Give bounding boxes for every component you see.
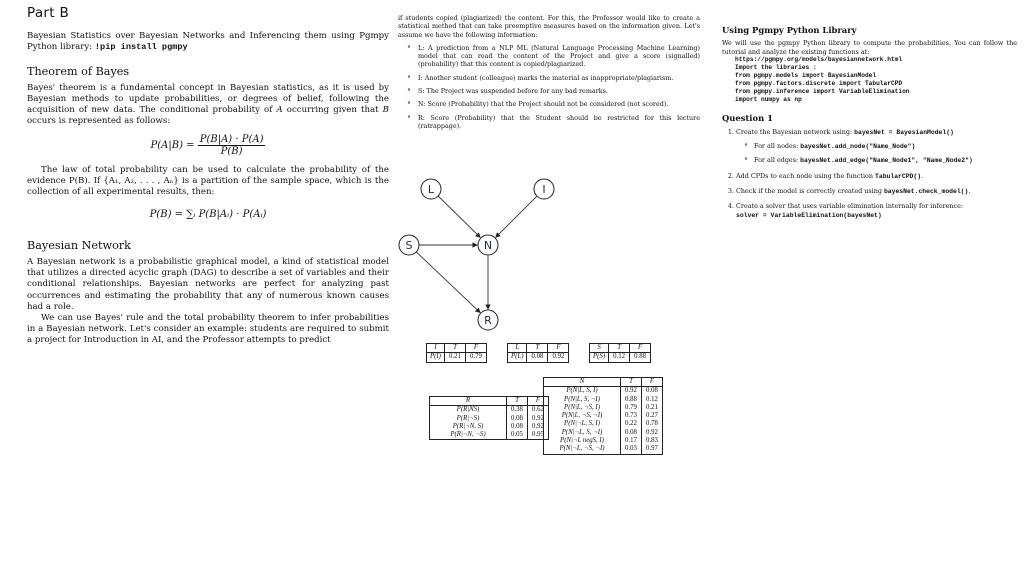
question-heading: Question 1: [722, 113, 773, 124]
step-3-code: bayesNet.check_model(): [883, 187, 969, 195]
code-line: from pgmpy.models import BayesianModel: [735, 72, 877, 80]
table-cell: 0.88: [621, 396, 642, 404]
table-cell: 0.08: [621, 429, 642, 437]
variable-list: [398, 44, 700, 130]
table-cell: 0.08: [507, 415, 528, 423]
table-cell: P(N|L, ¬S, ¬I): [544, 412, 621, 420]
table-row: [544, 396, 663, 404]
table-cell: 0.78: [642, 420, 663, 428]
total-probability-paragraph: The law of total probability can be used to calculate the probability of the evidence P(B). If {A₁, A₂, . . . , Aₙ} is a partition of the sample space, which is the collection of all experimental results, then:: [27, 165, 389, 198]
list-item-s: ∘ S: The Project was suspended before for any bad remarks.: [418, 87, 700, 95]
table-row: [430, 423, 549, 431]
theorem-paragraph: [27, 83, 389, 128]
formula-numerator: P(B|A) · P(A): [199, 133, 264, 145]
code-line: https://pgmpy.org/models/bayesiannetwork.html: [735, 55, 903, 63]
cpd-table-s: [589, 343, 651, 363]
node-label: R: [484, 314, 492, 327]
list-item-i: ∘ I: Another student (colleague) marks the material as inappropriate/plagiarism.: [418, 74, 700, 82]
table-header-cell: I: [427, 344, 445, 353]
theorem-heading: Theorem of Bayes: [27, 64, 130, 78]
intro-paragraph: [27, 31, 389, 53]
table-header-row: [430, 397, 549, 406]
table-header-row: [508, 344, 569, 353]
table-row: [544, 412, 663, 420]
table-header-cell: N: [544, 378, 621, 387]
middle-column: [398, 14, 700, 135]
table-header-cell: T: [507, 397, 528, 406]
sub-item-edges-text: For all edges:: [754, 156, 801, 165]
edge-i-n: [496, 196, 537, 237]
table-row: [544, 437, 663, 445]
table-header-cell: F: [528, 397, 549, 406]
theorem-text-a: Bayes' theorem is a fundamental concept in Bayesian statistics, as it is used by Bayesian methods to update probabilities, or degrees of belief, following the acquisition of new data. The conditional probability of: [27, 82, 389, 116]
step-1-text: Create the Bayesian network using:: [736, 127, 855, 136]
table-cell: P(N|¬L, ¬S, ¬I): [544, 445, 621, 454]
table-cell: 0.92: [528, 415, 549, 423]
table-cell: 0.27: [642, 412, 663, 420]
table-row: [544, 420, 663, 428]
table-header-cell: T: [621, 378, 642, 387]
table-cell: P(N|¬L negS, I): [544, 437, 621, 445]
code-line: from pgmpy.inference import VariableElimination: [735, 88, 910, 96]
table-cell: 0.17: [621, 437, 642, 445]
table-row: [544, 445, 663, 454]
install-command: !pip install pgmpy: [94, 42, 188, 53]
list-item-n: ∘ N: Score (Probability) that the Project should not be considered (not scored).: [418, 100, 700, 108]
var-a: A: [276, 105, 283, 116]
table-cell: P(N|¬L, S, I): [544, 420, 621, 428]
table-cell: P(N|L, ¬S, I): [544, 404, 621, 412]
table-cell: 0.12: [642, 396, 663, 404]
node-l: [421, 179, 441, 199]
sub-item-edges: [754, 156, 1017, 165]
table-cell: P(R|NS): [430, 406, 507, 415]
node-label: I: [542, 183, 546, 196]
table-cell: 0.03: [621, 445, 642, 454]
node-s: [399, 235, 419, 255]
table-cell: 0.08: [507, 423, 528, 431]
table-row: [544, 387, 663, 396]
code-line: from pgmpy.factors.discrete import TabularCPD: [735, 80, 903, 88]
step-2-text: Add CPDs to each node using the function: [736, 171, 876, 180]
table-row: [590, 353, 651, 362]
table-cell: P(S): [590, 353, 609, 362]
table-cell: 0.79: [621, 404, 642, 412]
right-column: [722, 26, 1017, 226]
add-node-code: bayesNet.add_node("Name_Node"): [800, 143, 916, 151]
table-header-cell: R: [430, 397, 507, 406]
table-header-cell: F: [630, 344, 651, 353]
pgmpy-heading: Using Pgmpy Python Library: [722, 25, 857, 35]
code-block: [735, 56, 1017, 105]
step-3-text: Check if the model is correctly created using: [736, 186, 884, 195]
table-header-row: [590, 344, 651, 353]
bayes-formula: [27, 134, 389, 157]
table-row: [508, 353, 569, 362]
sub-item-nodes: [754, 142, 1017, 151]
table-header-cell: T: [609, 344, 630, 353]
table-cell: 0.08: [642, 387, 663, 396]
node-label: L: [427, 183, 435, 196]
table-cell: 0.79: [465, 353, 486, 362]
table-cell: 0.88: [630, 353, 651, 362]
step-1: [736, 128, 1017, 166]
node-label: N: [483, 239, 493, 252]
total-probability-formula: P(B) = ∑ᵢ P(B|Aᵢ) · P(Aᵢ): [149, 208, 267, 220]
table-header-cell: F: [465, 344, 486, 353]
code-line: import numpy as np: [735, 96, 802, 104]
table-cell: 0.21: [444, 353, 465, 362]
bayesian-network-graph: [390, 175, 570, 345]
table-cell: 0.05: [507, 431, 528, 440]
table-cell: 0.21: [642, 404, 663, 412]
table-header-cell: S: [590, 344, 609, 353]
table-cell: P(N|L, S, ¬I): [544, 396, 621, 404]
table-header-cell: F: [548, 344, 569, 353]
step-2: [736, 172, 1017, 181]
step-3: [736, 187, 1017, 196]
step-2-code: TabularCPD(): [875, 172, 922, 180]
network-heading: Bayesian Network: [27, 238, 131, 252]
table-row: [430, 406, 549, 415]
table-cell: P(R|¬S): [430, 415, 507, 423]
edge-l-n: [438, 196, 480, 237]
table-cell: 0.95: [528, 431, 549, 440]
question-steps: [722, 128, 1017, 220]
table-cell: P(N|¬L, S, ¬I): [544, 429, 621, 437]
table-cell: 0.92: [621, 387, 642, 396]
pgmpy-intro: We will use the pgmpy Python library to compute the probabilities. You can follow the tutorial and analyze the existing functions at:: [722, 39, 1017, 56]
formula-denominator: P(B): [220, 145, 243, 157]
list-item-l: ∘ L: A prediction from a NLP ML (Natural Language Processing Machine Learning) model that can read the content of the Project and give a score (signalled) (probability) that this content is copied/plagiarized.: [418, 44, 700, 69]
network-paragraph-2: We can use Bayes' rule and the total probability theorem to infer probabilities in a Bayesian network. Let's consider an example: students are required to submit a project for Introduction in AI, and the Professor attempts to predict: [27, 313, 389, 346]
table-row: [430, 431, 549, 440]
network-paragraph-1: A Bayesian network is a probabilistic graphical model, a kind of statistical model that utilizes a directed acyclic graph (DAG) to describe a set of variables and their conditional relationships. Bayesian networks are perfect for analyzing past occurrences and estimating the probability that any of numerous known causes had a role.: [27, 257, 389, 312]
table-cell: P(I): [427, 353, 445, 362]
node-i: [534, 179, 554, 199]
table-cell: 0.38: [507, 406, 528, 415]
step-3-end: .: [968, 186, 971, 195]
table-cell: P(N|L, S, I): [544, 387, 621, 396]
step-1-code: bayesNet = BayesianModel(): [854, 128, 954, 136]
var-b: B: [382, 105, 389, 116]
table-cell: 0.08: [527, 353, 548, 362]
part-title: Part B: [27, 5, 70, 21]
formula-fraction: [198, 134, 266, 157]
table-header-row: [427, 344, 487, 353]
step-4: [736, 202, 1017, 220]
step-4-text: Create a solver that uses variable elimination internally for inference:: [736, 202, 964, 211]
list-item-r: ∘ R: Score (Probability) that the Student should be restricted for this lecture (ratrappage).: [418, 114, 700, 131]
sub-item-nodes-text: For all nodes:: [754, 142, 801, 151]
table-cell: 0.83: [642, 437, 663, 445]
theorem-text-b: occurring given that: [282, 105, 383, 116]
table-header-cell: T: [444, 344, 465, 353]
table-cell: 0.62: [528, 406, 549, 415]
table-row: [544, 404, 663, 412]
add-edge-code: bayesNet.add_edge("Name_Node1", "Name_Node2"): [800, 157, 973, 165]
edge-s-r: [416, 252, 480, 313]
table-header-row: [544, 378, 663, 387]
step-4-code: solver = VariableElimination(bayesNet): [736, 211, 882, 219]
table-cell: P(R|¬N, ¬S): [430, 431, 507, 440]
middle-intro: if students copied (plagiarized) the content. For this, the Professor would like to create a statistical method that can take preemptive measures based on the information given. Let's assume we have the following information:: [398, 14, 700, 39]
table-cell: P(L): [508, 353, 527, 362]
step-2-end: .: [921, 171, 924, 180]
table-cell: 0.73: [621, 412, 642, 420]
table-row: [430, 415, 549, 423]
intro-text: Bayesian Statistics over Bayesian Networks and Inferencing them using Pgmpy Python library:: [27, 31, 389, 53]
table-cell: 0.97: [642, 445, 663, 454]
left-column: [27, 5, 389, 347]
table-cell: 0.92: [528, 423, 549, 431]
cpd-table-i: [426, 343, 487, 363]
table-row: [544, 429, 663, 437]
node-n: [478, 235, 498, 255]
table-cell: 0.92: [642, 429, 663, 437]
cpd-table-l: [507, 343, 569, 363]
node-r: [478, 310, 498, 330]
table-cell: 0.22: [621, 420, 642, 428]
theorem-text-c: occurs is represented as follows:: [27, 116, 171, 127]
node-label: S: [405, 239, 413, 252]
step-1-sublist: [736, 142, 1017, 166]
table-cell: P(R|¬N, S): [430, 423, 507, 431]
table-header-cell: F: [642, 378, 663, 387]
cpd-table-r: [429, 396, 549, 440]
table-cell: 0.12: [609, 353, 630, 362]
table-header-cell: T: [527, 344, 548, 353]
table-header-cell: L: [508, 344, 527, 353]
table-cell: 0.92: [548, 353, 569, 362]
cpd-table-n: [543, 377, 663, 455]
formula-lhs: P(A|B) =: [150, 139, 195, 151]
table-row: [427, 353, 487, 362]
code-line: Import the libraries :: [735, 63, 817, 71]
